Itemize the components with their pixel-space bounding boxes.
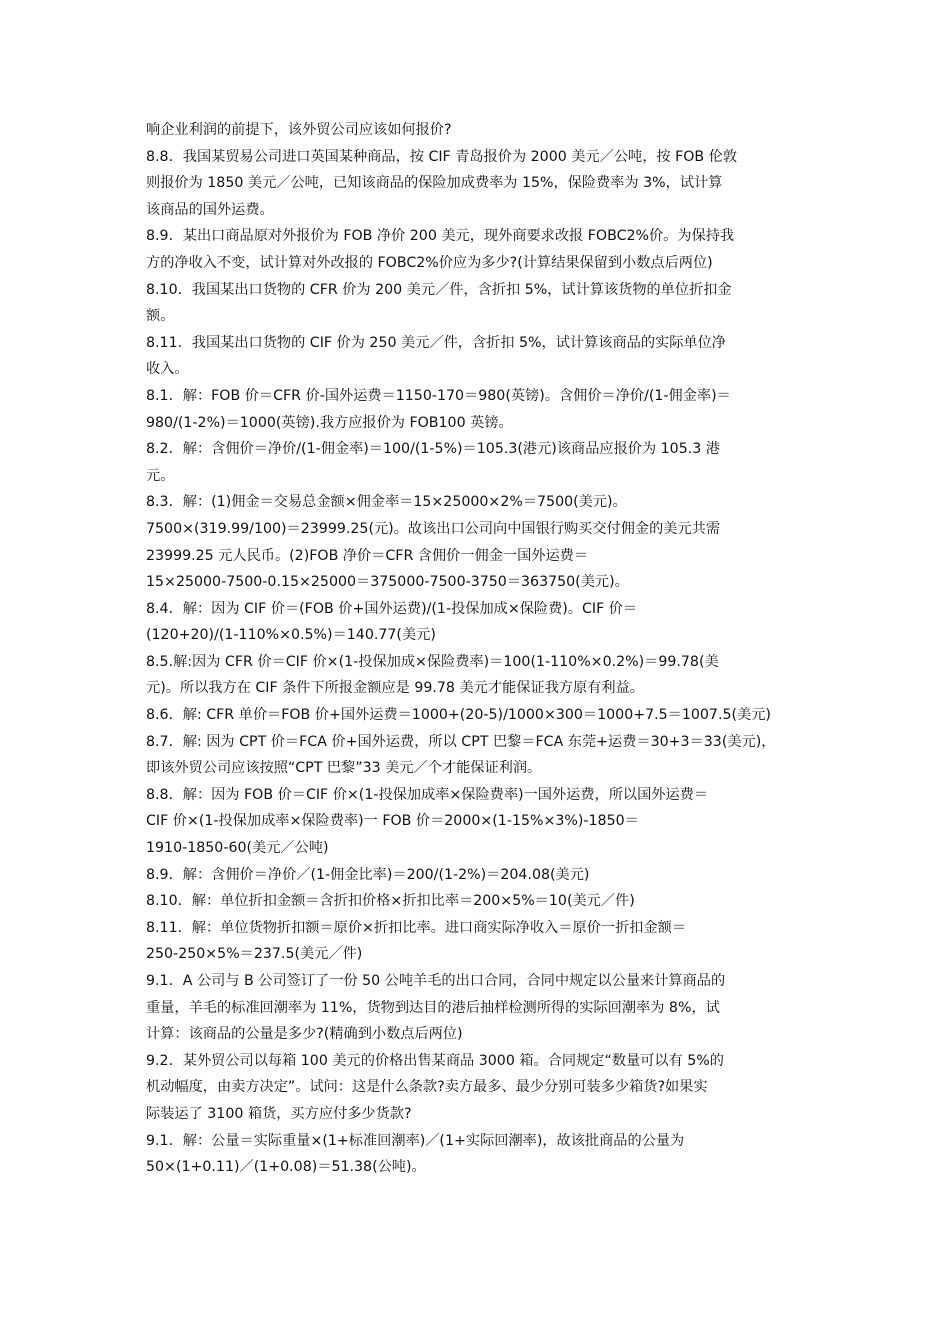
text-line: 计算：该商品的公量是多少?(精确到小数点后两位) xyxy=(146,1026,463,1043)
text-line: 机动幅度，由卖方决定”。试问：这是什么条款?卖方最多、最少分别可装多少箱货?如果实 xyxy=(146,1079,708,1096)
text-line: 8.2．解：含佣价＝净价/(1-佣金率)＝100/(1-5%)＝105.3(港元)该商品应报价为 105.3 港 xyxy=(146,441,720,458)
text-line: 15×25000-7500-0.15×25000＝375000-7500-3750＝363750(美元)。 xyxy=(146,574,629,591)
text-line: 8.5.解:因为 CFR 价＝CIF 价×(1-投保加成×保险费率)＝100(1-110%×0.2%)＝99.78(美 xyxy=(146,653,719,670)
text-line: 8.1．解：FOB 价＝CFR 价-国外运费＝1150-170＝980(英镑)。含佣价＝净价/(1-佣金率)＝ xyxy=(146,387,731,404)
text-line: 8.9．解：含佣价＝净价／(1-佣金比率)＝200/(1-2%)＝204.08(美元) xyxy=(146,866,590,883)
text-line: 该商品的国外运费。 xyxy=(146,201,274,218)
text-line: 9.1．A 公司与 B 公司签订了一份 50 公吨羊毛的出口合同，合同中规定以公量来计算商品的 xyxy=(146,973,726,989)
text-line: 额。 xyxy=(146,308,175,325)
text-line: 23999.25 元人民币。(2)FOB 净价＝CFR 含佣价一佣金一国外运费＝ xyxy=(146,547,589,564)
text-line: 8.11．解：单位货物折扣额＝原价×折扣比率。进口商实际净收入＝原价一折扣金额＝ xyxy=(146,919,687,936)
text-line: 际装运了 3100 箱货，买方应付多少货款? xyxy=(146,1105,412,1122)
text-line: 重量，羊毛的标准回潮率为 11%，货物到达目的港后抽样检测所得的实际回潮率为 8%，试 xyxy=(146,999,720,1016)
text-line: 9.1．解：公量＝实际重量×(1+标准回潮率)／(1+实际回潮率)，故该批商品的公量为 xyxy=(146,1132,685,1149)
text-line: 8.10．解：单位折扣金额＝含折扣价格×折扣比率＝200×5%＝10(美元／件) xyxy=(146,893,635,910)
text-line: 8.6．解: CFR 单价＝FOB 价+国外运费＝1000+(20-5)/1000×300＝1000+7.5＝1007.5(美元) xyxy=(146,707,771,724)
text-line: 8.9．某出口商品原对外报价为 FOB 净价 200 美元，现外商要求改报 FOBC2%价。为保持我 xyxy=(146,228,735,245)
document-body xyxy=(146,117,814,1181)
text-line: 8.3．解：(1)佣金＝交易总金额×佣金率＝15×25000×2%＝7500(美元)。 xyxy=(146,494,627,511)
text-line: 响企业利润的前提下，该外贸公司应该如何报价? xyxy=(146,122,452,138)
text-line: 元。 xyxy=(146,467,175,484)
text-line: 8.10．我国某出口货物的 CFR 价为 200 美元／件，含折扣 5%，试计算该货物的单位折扣金 xyxy=(146,281,732,298)
text-line: (120+20)/(1-110%×0.5%)＝140.77(美元) xyxy=(146,627,436,644)
text-line: 8.8．我国某贸易公司进口英国某种商品，按 CIF 青岛报价为 2000 美元／公吨，按 FOB 伦敦 xyxy=(146,148,738,165)
text-line: 9.2．某外贸公司以每箱 100 美元的价格出售某商品 3000 箱。合同规定“数量可以有 5%的 xyxy=(146,1052,724,1069)
text-line: 8.11．我国某出口货物的 CIF 价为 250 美元／件，含折扣 5%，试计算该商品的实际单位净 xyxy=(146,334,726,351)
text-line: 8.7．解: 因为 CPT 价＝FCA 价+国外运费，所以 CPT 巴黎＝FCA 东莞+运费＝30+3＝33(美元)， xyxy=(146,733,776,750)
text-line: 元)。所以我方在 CIF 条件下所报金额应是 99.78 美元才能保证我方原有利益。 xyxy=(146,680,644,697)
text-line: CIF 价×(1-投保加成率×保险费率)一 FOB 价＝2000×(1-15%×3%)-1850＝ xyxy=(146,813,639,830)
text-line: 8.8．解：因为 FOB 价＝CIF 价×(1-投保加成率×保险费率)一国外运费，所以国外运费＝ xyxy=(146,786,709,803)
text-line: 则报价为 1850 美元／公吨，已知该商品的保险加成费率为 15%，保险费率为 3%，试计算 xyxy=(146,175,723,192)
text-line: 1910-1850-60(美元／公吨) xyxy=(146,840,329,857)
text-line: 50×(1+0.11)／(1+0.08)＝51.38(公吨)。 xyxy=(146,1159,426,1176)
text-line: 8.4．解：因为 CIF 价＝(FOB 价+国外运费)/(1-投保加成×保险费)。CIF 价＝ xyxy=(146,600,638,617)
text-line: 收入。 xyxy=(146,361,189,378)
text-line: 7500×(319.99/100)＝23999.25(元)。故该出口公司向中国银行购买交付佣金的美元共需 xyxy=(146,520,721,537)
text-line: 250-250×5%＝237.5(美元／件) xyxy=(146,946,363,963)
text-line: 980/(1-2%)＝1000(英镑).我方应报价为 FOB100 英镑。 xyxy=(146,414,513,431)
text-line: 即该外贸公司应该按照“CPT 巴黎”33 美元／个才能保证利润。 xyxy=(146,760,542,777)
text-line: 方的净收入不变，试计算对外改报的 FOBC2%价应为多少?(计算结果保留到小数点后两位) xyxy=(146,254,713,271)
